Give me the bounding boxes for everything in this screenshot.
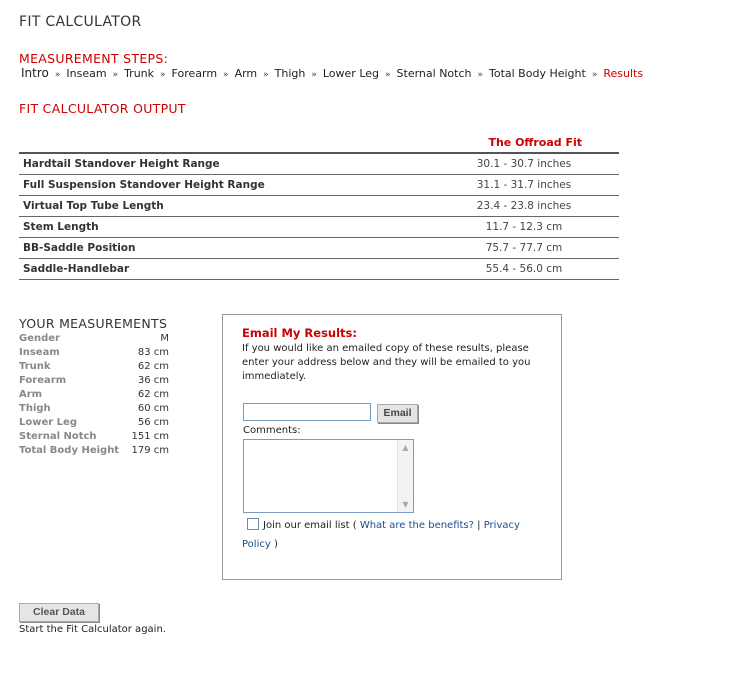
scroll-down-arrow-icon[interactable]: ▼ [402, 500, 409, 509]
benefits-link[interactable]: What are the benefits? [359, 520, 474, 531]
measurement-value: 36 cm [137, 375, 169, 386]
fit-row-label: Virtual Top Tube Length [19, 196, 429, 217]
scroll-up-arrow-icon[interactable]: ▲ [402, 443, 409, 452]
comments-label: Comments: [243, 425, 301, 436]
step-total-body-height[interactable]: Total Body Height [489, 67, 586, 80]
fit-row [19, 217, 619, 238]
fit-row [19, 259, 619, 280]
fit-row-label: Saddle-Handlebar [19, 259, 429, 280]
fit-row-label: BB-Saddle Position [19, 238, 429, 259]
step-trunk[interactable]: Trunk [124, 67, 155, 80]
fit-row-value: 31.1 - 31.7 inches [429, 175, 619, 196]
measurement-row [19, 430, 169, 444]
measurement-row [19, 402, 169, 416]
steps-heading: MEASUREMENT STEPS: [19, 51, 169, 66]
fit-row-label: Hardtail Standover Height Range [19, 153, 429, 175]
steps-breadcrumb [21, 66, 643, 80]
join-email-list-label: Join our email list ( [263, 520, 357, 531]
step-intro[interactable]: Intro [21, 66, 49, 80]
measurement-row [19, 346, 169, 360]
measurement-value: 83 cm [137, 347, 169, 358]
fit-row-value: 55.4 - 56.0 cm [429, 259, 619, 280]
step-separator: » [112, 70, 119, 80]
measurement-row [19, 416, 169, 430]
fit-row-value: 75.7 - 77.7 cm [429, 238, 619, 259]
step-arm[interactable]: Arm [234, 67, 258, 80]
measurement-row [19, 374, 169, 388]
measurement-label: Sternal Notch [19, 431, 97, 442]
measurement-value: 56 cm [137, 417, 169, 428]
email-panel-title: Email My Results: [242, 326, 357, 340]
step-separator: » [311, 70, 317, 80]
fit-row-value: 30.1 - 30.7 inches [429, 153, 619, 175]
measurement-label: Inseam [19, 347, 60, 358]
fit-row [19, 153, 619, 175]
fit-output-table [19, 134, 619, 280]
step-separator: » [477, 70, 483, 80]
step-separator: » [160, 70, 166, 80]
step-thigh[interactable]: Thigh [274, 67, 306, 80]
join-email-list-checkbox[interactable] [247, 518, 259, 530]
measurement-label: Lower Leg [19, 417, 77, 428]
step-separator: » [223, 70, 229, 80]
output-heading: FIT CALCULATOR OUTPUT [19, 101, 186, 116]
clear-data-button[interactable]: Clear Data [19, 603, 99, 622]
measurement-row [19, 388, 169, 402]
step-lower-leg[interactable]: Lower Leg [322, 67, 380, 80]
close-paren: ) [273, 539, 278, 550]
measurement-label: Trunk [19, 361, 51, 372]
measurements-heading: YOUR MEASUREMENTS [19, 316, 168, 331]
measurement-label: Arm [19, 389, 43, 400]
measurement-label: Forearm [19, 375, 67, 386]
email-panel-description: If you would like an emailed copy of these results, please enter your address below and they will be emailed to you immediately. [242, 343, 531, 382]
fit-row-label: Full Suspension Standover Height Range [19, 175, 429, 196]
step-separator: » [263, 70, 269, 80]
clear-data-note: Start the Fit Calculator again. [19, 624, 166, 635]
fit-row-value: 11.7 - 12.3 cm [429, 217, 619, 238]
privacy-policy-link[interactable]: Privacy [483, 520, 520, 531]
comments-textarea[interactable] [243, 439, 414, 513]
fit-row [19, 196, 619, 217]
email-input[interactable] [243, 403, 371, 421]
step-separator: » [54, 70, 61, 80]
step-separator: » [385, 70, 391, 80]
fit-row [19, 238, 619, 259]
measurement-value: 151 cm [131, 431, 169, 442]
measurement-value: 62 cm [137, 389, 169, 400]
measurement-row [19, 332, 169, 346]
step-results[interactable]: Results [603, 67, 644, 80]
offroad-fit-column-header: The Offroad Fit [488, 135, 582, 149]
fit-row [19, 175, 619, 196]
measurement-row [19, 360, 169, 374]
measurement-value: 179 cm [131, 445, 169, 456]
measurement-label: Gender [19, 333, 60, 344]
measurement-label: Total Body Height [19, 445, 120, 456]
fit-row-value: 23.4 - 23.8 inches [429, 196, 619, 217]
email-results-panel [222, 314, 562, 580]
measurement-value: 62 cm [137, 361, 169, 372]
join-email-list-text [263, 520, 520, 531]
comments-scrollbar[interactable] [397, 440, 413, 512]
measurement-label: Thigh [19, 403, 51, 414]
email-button[interactable]: Email [377, 404, 418, 423]
fit-row-label: Stem Length [19, 217, 429, 238]
page-title: FIT CALCULATOR [19, 14, 142, 30]
step-forearm[interactable]: Forearm [171, 67, 218, 80]
measurement-value: M [160, 333, 169, 344]
measurement-value: 60 cm [137, 403, 169, 414]
step-separator: » [591, 70, 598, 80]
step-sternal-notch[interactable]: Sternal Notch [396, 67, 472, 80]
link-separator: | [477, 520, 481, 531]
join-email-list-text-line2 [242, 539, 278, 550]
privacy-policy-link-continued[interactable]: Policy [242, 539, 271, 550]
measurements-list [19, 332, 169, 458]
step-inseam[interactable]: Inseam [66, 67, 107, 80]
measurement-row [19, 444, 169, 458]
